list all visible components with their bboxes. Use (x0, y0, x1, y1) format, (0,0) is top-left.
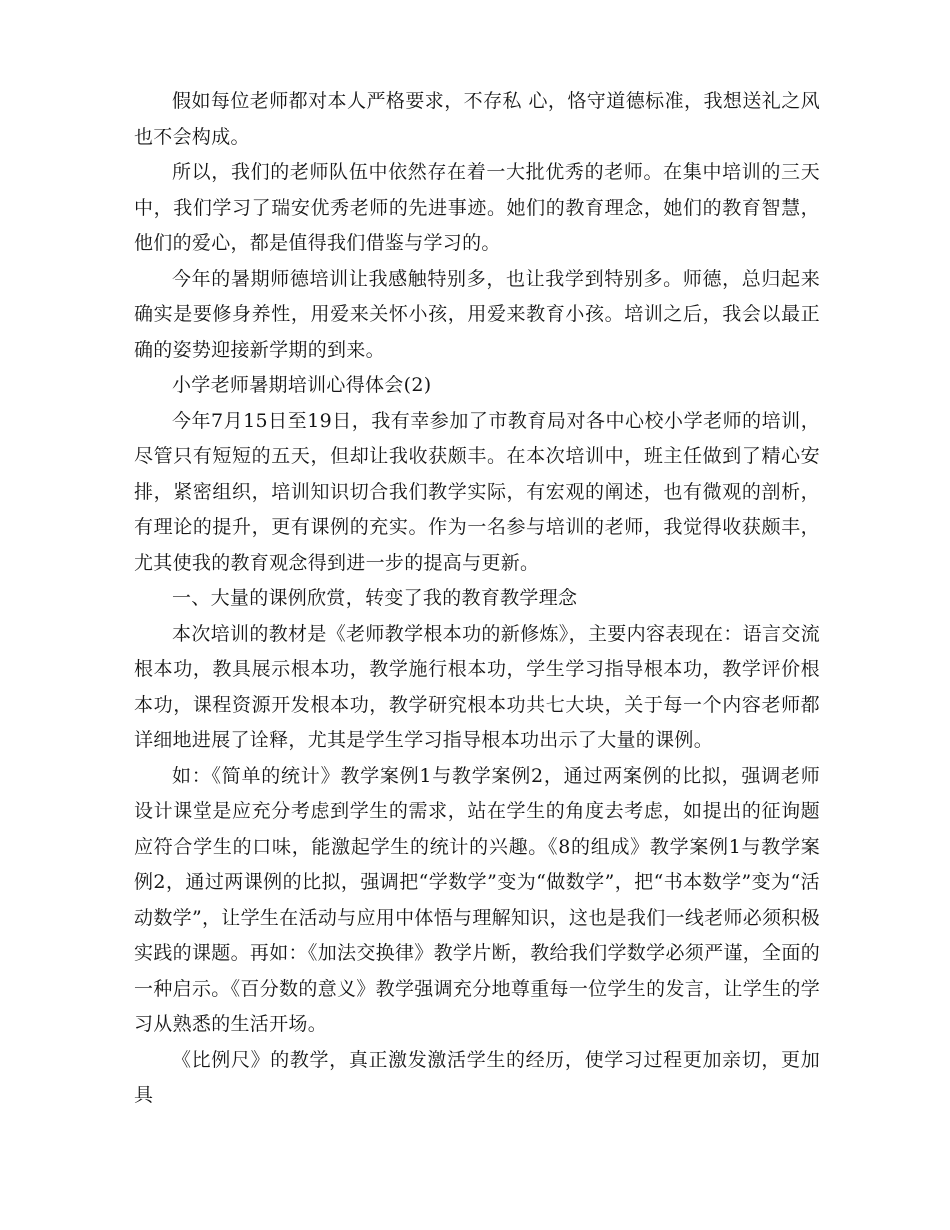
paragraph-5: 本次培训的教材是《老师教学根本功的新修炼》，主要内容表现在：语言交流根本功，教具展示根本功，教学施行根本功，学生学习指导根本功，教学评价根本功，课程资源开发根本功，教学研究根本功共七大块，关于每一个内容老师都详细地进展了诠释，尤其是学生学习指导根本功出示了大量的课例。 (134, 622, 820, 751)
paragraph-6: 如：《简单的统计》教学案例1与教学案例2，通过两案例的比拟，强调老师设计课堂是应充分考虑到学生的需求，站在学生的角度去考虑，如提出的征询题应符合学生的口味，能激起学生的统计的兴趣。《8的组成》教学案例1与教学案例2，通过两课例的比拟，强调把“学数学”变为“做数学”，把“书本数学”变为“活动数学”，让学生在活动与应用中体悟与理解知识，这也是我们一线老师必须积极实践的课题。再如：《加法交换律》教学片断，教给我们学数学必须严谨，全面的一种启示。《百分数的意义》教学强调充分地尊重每一位学生的发言，让学生的学习从熟悉的生活开场。 (134, 764, 820, 1035)
paragraph-7: 《比例尺》的教学，真正激发激活学生的经历，使学习过程更加亲切，更加具 (134, 1048, 820, 1106)
subsection-heading: 一、大量的课例欣赏，转变了我的教育教学理念 (172, 587, 578, 609)
paragraph-3: 今年的暑期师德培训让我感触特别多，也让我学到特别多。师德，总归起来确实是要修身养性，用爱来关怀小孩，用爱来教育小孩。培训之后，我会以最正确的姿势迎接新学期的到来。 (134, 267, 820, 361)
paragraph-4: 今年7月15日至19日，我有幸参加了市教育局对各中心校小学老师的培训，尽管只有短短的五天，但却让我收获颇丰。在本次培训中，班主任做到了精心安排，紧密组织，培训知识切合我们教学实际，有宏观的阐述，也有微观的剖析，有理论的提升，更有课例的充实。作为一名参与培训的老师，我觉得收获颇丰，尤其使我的教育观念得到进一步的提高与更新。 (134, 409, 820, 574)
paragraph-2: 所以，我们的老师队伍中依然存在着一大批优秀的老师。在集中培训的三天中，我们学习了瑞安优秀老师的先进事迹。她们的教育理念，她们的教育智慧，他们的爱心，都是值得我们借鉴与学习的。 (134, 161, 820, 254)
paragraph-1: 假如每位老师都对本人严格要求，不存私 心，恪守道德标准，我想送礼之风也不会构成。 (134, 90, 820, 148)
section-title: 小学老师暑期培训心得体会(2) (172, 374, 432, 396)
document-body (134, 84, 820, 1114)
